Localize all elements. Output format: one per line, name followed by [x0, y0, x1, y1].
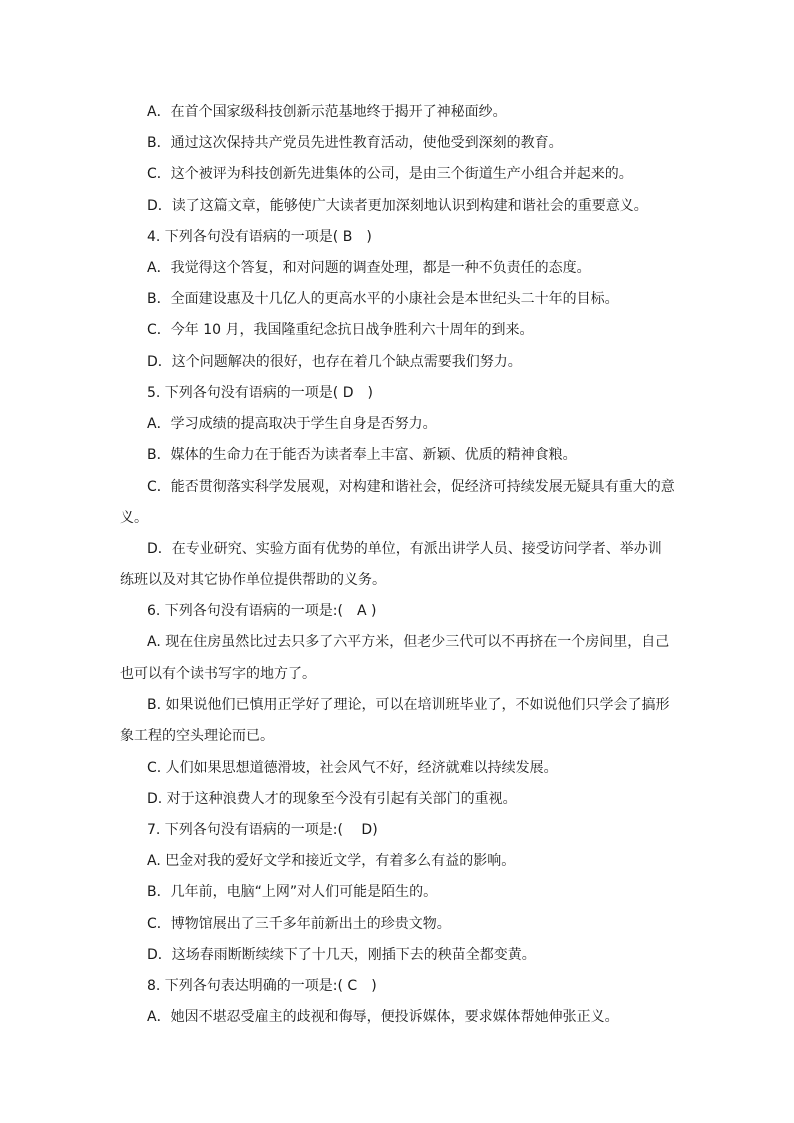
- option-text: B．全面建设惠及十几亿人的更高水平的小康社会是本世纪头二十年的目标。: [147, 291, 619, 307]
- option-text: D．这个问题解决的很好，也存在着几个缺点需要我们努力。: [147, 354, 522, 370]
- option-text-continued: 象工程的空头理论而已。: [120, 728, 274, 744]
- option-text: A. 巴金对我的爱好文学和接近文学，有着多么有益的影响。: [147, 853, 516, 869]
- option-text: C．今年 10 月，我国隆重纪念抗日战争胜利六十周年的到来。: [147, 322, 534, 338]
- option-text: B．几年前，电脑“上网”对人们可能是陌生的。: [147, 884, 438, 900]
- question-text: 8. 下列各句表达明确的一项是:( C ): [147, 978, 377, 994]
- option-text-continued: 义。: [120, 510, 148, 526]
- option-text: B. 如果说他们已慎用正学好了理论，可以在培训班毕业了，不如说他们只学会了搞形: [147, 697, 670, 713]
- option-text: C. 人们如果思想道德滑坡，社会风气不好，经济就难以持续发展。: [147, 760, 558, 776]
- option-text: C．能否贯彻落实科学发展观，对构建和谐社会，促经济可持续发展无疑具有重大的意: [147, 479, 675, 495]
- question-text: 4. 下列各句没有语病的一项是( B ): [147, 229, 372, 245]
- question-text: 6. 下列各句没有语病的一项是:( A ): [147, 603, 377, 619]
- option-text: A．我觉得这个答复，和对问题的调查处理，都是一种不负责任的态度。: [147, 260, 591, 276]
- option-text: A. 现在住房虽然比过去只多了六平方米，但老少三代可以不再挤在一个房间里，自己: [147, 634, 670, 650]
- option-text: D．这场春雨断断续续下了十几天，刚插下去的秧苗全都变黄。: [147, 947, 536, 963]
- option-text: B．通过这次保持共产党员先进性教育活动，使他受到深刻的教育。: [147, 135, 563, 151]
- option-text: A．学习成绩的提高取决于学生自身是否努力。: [147, 416, 437, 432]
- option-text: A．在首个国家级科技创新示范基地终于揭开了神秘面纱。: [147, 104, 507, 120]
- option-text: D. 对于这种浪费人才的现象至今没有引起有关部门的重视。: [147, 791, 517, 807]
- question-text: 5. 下列各句没有语病的一项是( D ): [147, 385, 373, 401]
- option-text: B．媒体的生命力在于能否为读者奉上丰富、新颖、优质的精神食粮。: [147, 447, 577, 463]
- option-text: D．读了这篇文章，能够使广大读者更加深刻地认识到构建和谐社会的重要意义。: [147, 198, 648, 214]
- option-text-continued: 也可以有个读书写字的地方了。: [120, 666, 316, 682]
- option-text: A．她因不堪忍受雇主的歧视和侮辱，便投诉媒体，要求媒体帮她伸张正义。: [147, 1009, 619, 1025]
- question-text: 7. 下列各句没有语病的一项是:( D): [147, 822, 378, 838]
- option-text: C．博物馆展出了三千多年前新出土的珍贵文物。: [147, 916, 451, 932]
- option-text-continued: 练班以及对其它协作单位提供帮助的义务。: [120, 572, 386, 588]
- option-text: D．在专业研究、实验方面有优势的单位，有派出讲学人员、接受访问学者、举办训: [147, 541, 662, 557]
- option-text: C．这个被评为科技创新先进集体的公司，是由三个街道生产小组合并起来的。: [147, 166, 633, 182]
